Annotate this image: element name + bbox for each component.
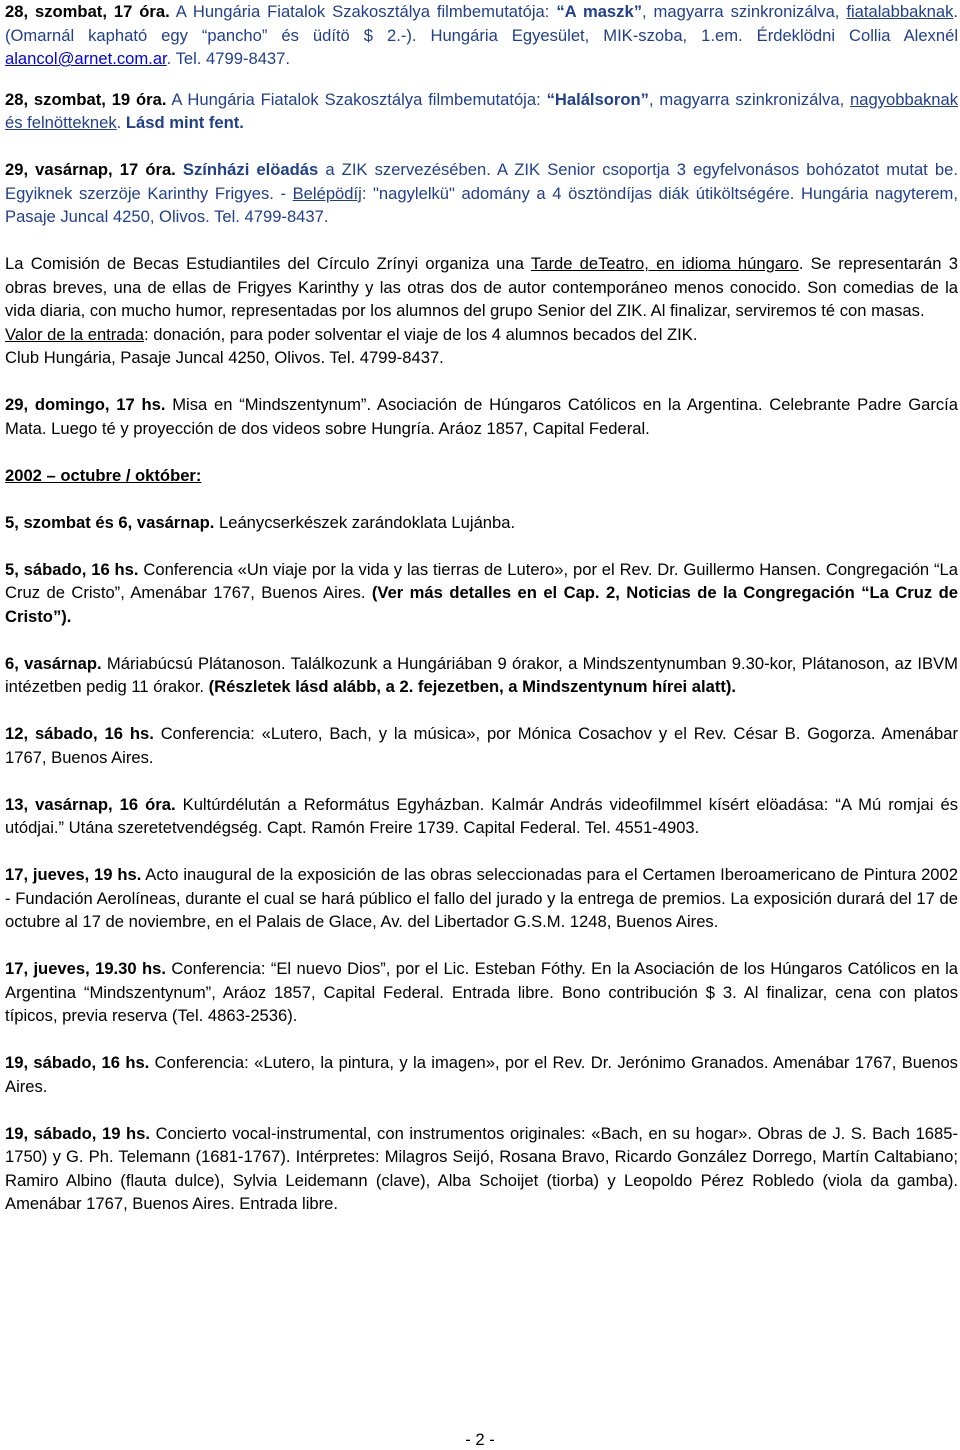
event-text: La Comisión de Becas Estudiantiles del Círculo Zrínyi organiza una: [5, 254, 531, 273]
event-date: 28, szombat, 19 óra.: [5, 89, 167, 109]
event-text: Conferencia: «Lutero, la pintura, y la imagen», por el Rev. Dr. Jerónimo Granados. Amenábar 1767, Buenos Aires.: [5, 1053, 958, 1096]
event-text: A Hungária Fiatalok Szakosztálya filmbemutatója:: [169, 2, 557, 21]
event-text: . (Omarnál kapható egy “pancho” és üdítö $ 2.-). Hungária Egyesület, MIK-szoba, 1.em. Érdeklödni Collia Alexnél: [5, 2, 959, 45]
event-text: , magyarra szinkronizálva,: [642, 2, 847, 21]
event-text: . Tel. 4799-8437.: [166, 49, 290, 68]
event-text: Conferencia «Un viaje por la vida y las tierras de Lutero», por el Rev. Dr. Guillermo Hansen. Congregación “La Cruz de Cristo”, Amenábar 1767, Buenos Aires.: [5, 559, 958, 602]
event-date: 19, sábado, 16 hs.: [5, 1053, 150, 1072]
film-title: “Halálsoron”: [546, 89, 649, 109]
event-paragraph: [5, 652, 958, 699]
event-date: 5, szombat és 6, vasárnap.: [5, 512, 215, 532]
event-text: a ZIK szervezésében. A ZIK Senior csoportja 3 egyfelvonásos bohózatot mutat be. Egyiknek szerzöje Karinthy Frigyes. -: [5, 160, 958, 203]
entry-fee-label: Belépödíj: [292, 183, 362, 203]
event-date: 28, szombat, 17 óra.: [5, 2, 170, 21]
see-details-note: (Ver más detalles en el Cap. 2, Noticias de la Congregación “La Cruz de Cristo”).: [5, 583, 958, 626]
see-details-note: (Részletek lásd alább, a 2. fejezetben, a Mindszentynum hírei alatt).: [208, 677, 737, 696]
event-paragraph: [5, 511, 958, 535]
event-date: 17, jueves, 19 hs.: [5, 865, 142, 884]
page-number: - 2 -: [465, 1430, 495, 1449]
event-paragraph: [5, 558, 958, 629]
event-paragraph: [5, 1122, 958, 1216]
section-heading-text: 2002 – octubre / október:: [5, 465, 202, 485]
event-date: 13, vasárnap, 16 óra.: [5, 794, 176, 814]
event-paragraph: [5, 252, 958, 370]
audience-link[interactable]: nagyobbaknak és felnötteknek: [5, 89, 958, 132]
event-date: 5, sábado, 16 hs.: [5, 559, 139, 579]
event-text: Leánycserkészek zarándoklata Lujánba.: [214, 512, 516, 532]
event-text: Acto inaugural de la exposición de las obras seleccionadas para el Certamen Iberoamericano de Pintura 2002 - Fundación Aerolíneas, durante el cual se hará público el fallo del jurado y la entrega de premios. La exposición durará del 17 de octubre al 17 de noviembre, en el Palais de Glace, Av. del Libertador G.S.M. 1248, Buenos Aires.: [5, 865, 958, 931]
see-above-note: Lásd mint fent.: [125, 113, 244, 132]
event-date: 19, sábado, 19 hs.: [5, 1123, 150, 1143]
email-link[interactable]: alancol@arnet.com.ar: [5, 49, 167, 68]
event-text: Máriabúcsú Plátanoson. Találkozunk a Hungáriában 9 órakor, a Mindszentynumban 9.30-kor, Plátanoson, az IBVM intézetben pedig 11 órakor.: [5, 653, 958, 696]
event-text: Conferencia: “El nuevo Dios”, por el Lic. Esteban Fóthy. En la Asociación de los Húngaros Católicos en la Argentina “Mindszentynum”, Aráoz 1857, Capital Federal. Entrada libre. Bono contribución $ 3. Al finalizar, cena con platos típicos, previa reserva (Tel. 4863-2536).: [5, 959, 958, 1025]
event-text: Conferencia: «Lutero, Bach, y la música», por Mónica Cosachov y el Rev. César B. Gogorza. Amenábar 1767, Buenos Aires.: [5, 724, 958, 767]
event-paragraph: [5, 0, 958, 71]
event-paragraph: [5, 1051, 958, 1098]
event-text: . Se representarán 3 obras breves, una de ellas de Frigyes Karinthy y las otras dos de autor contemporáneo menos conocido. Son comedias de la vida diaria, con mucho humor, representadas por los alumnos del grupo Senior del ZIK. Al finalizar, serviremos té con masas.: [5, 254, 958, 320]
event-text: Concierto vocal-instrumental, con instrumentos originales: «Bach, en su hogar». Obras de J. S. Bach 1685-1750) y G. Ph. Telemann (1681-1767). Intérpretes: Milagros Seijó, Rosana Bravo, Ricardo González Dorrego, Martín Caltabiano; Ramiro Albino (flauta dulce), Sylvia Leidemann (clave), Alba Schoijet (tiorba) y Leopoldo Pérez Robledo (viola da gamba). Amenábar 1767, Buenos Aires. Entrada libre.: [5, 1123, 958, 1213]
film-title: “A maszk”: [556, 2, 642, 21]
event-date: 12, sábado, 16 hs.: [5, 724, 154, 743]
event-address: Club Hungária, Pasaje Juncal 4250, Olivos. Tel. 4799-8437.: [5, 348, 444, 367]
event-text: : "nagylelkü" adomány a 4 ösztöndíjas diák útiköltségére. Hungária nagyterem, Pasaje Juncal 4250, Olivos. Tel. 4799-8437.: [5, 183, 958, 226]
event-paragraph: [5, 957, 958, 1028]
event-text: : donación, para poder solventar el viaje de los 4 alumnos becados del ZIK.: [144, 324, 698, 344]
event-date: 29, vasárnap, 17 óra.: [5, 160, 176, 179]
event-highlight: Tarde deTeatro, en idioma húngaro: [530, 254, 799, 273]
event-text: , magyarra szinkronizálva,: [648, 89, 851, 109]
audience-link[interactable]: fiatalabbaknak: [846, 2, 954, 21]
event-paragraph: [5, 863, 958, 934]
event-paragraph: [5, 158, 958, 229]
event-date: 6, vasárnap.: [5, 653, 102, 673]
event-text: [176, 160, 183, 179]
entry-fee-label: Valor de la entrada: [5, 324, 144, 344]
event-paragraph: [5, 793, 958, 840]
event-paragraph: [5, 722, 958, 769]
event-date: 17, jueves, 19.30 hs.: [5, 959, 166, 978]
event-date: 29, domingo, 17 hs.: [5, 395, 166, 414]
event-text: Misa en “Mindszentynum”. Asociación de Húngaros Católicos en la Argentina. Celebrante Padre García Mata. Luego té y proyección de dos videos sobre Hungría. Aráoz 1857, Capital Federal.: [5, 395, 958, 438]
event-paragraph: [5, 88, 958, 135]
event-paragraph: [5, 393, 958, 440]
event-text: Kultúrdélután a Református Egyházban. Kalmár András videofilmmel kísért elöadása: “A Mú romjai és utódjai.” Utána szeretetvendégség. Capt. Ramón Freire 1739. Capital Federal. Tel. 4551-4903.: [5, 794, 958, 837]
event-text: .: [116, 113, 126, 132]
section-heading: [5, 464, 958, 488]
event-highlight: Színházi elöadás: [182, 160, 319, 179]
document-page: [5, 0, 958, 1216]
event-text: A Hungária Fiatalok Szakosztálya filmbemutatója:: [166, 89, 547, 109]
